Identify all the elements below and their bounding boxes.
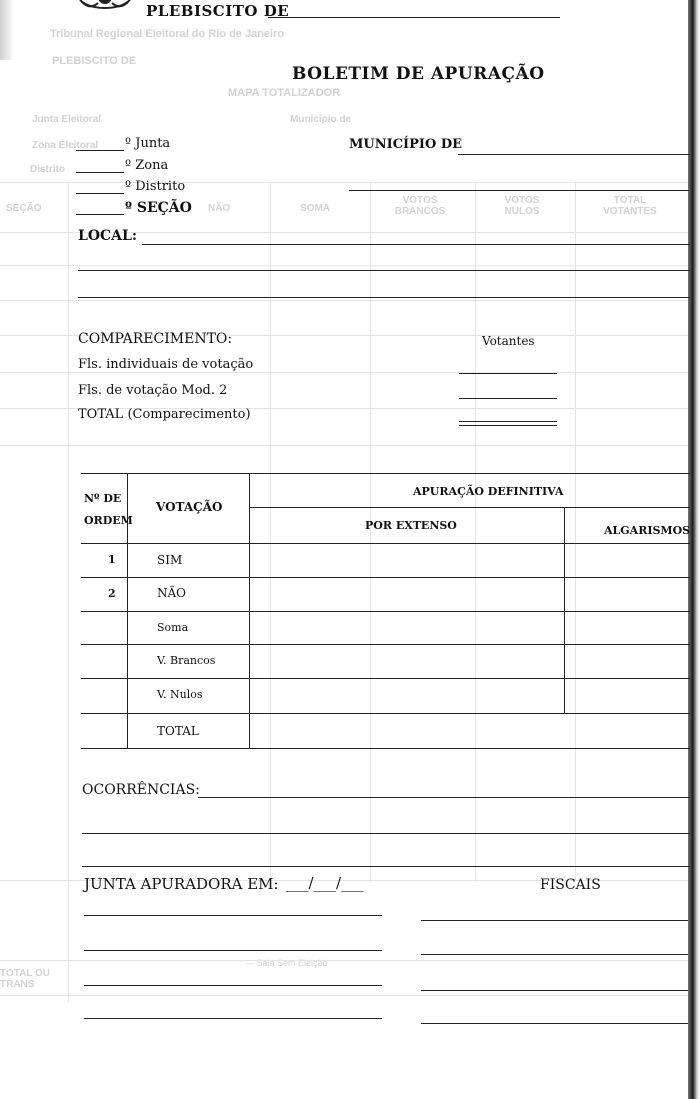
- nulos-algarismos-cell[interactable]: [567, 681, 687, 711]
- zona-label: º Zona: [125, 158, 169, 173]
- junta-signature-line-2[interactable]: [84, 950, 382, 951]
- row-votacao: Soma: [157, 621, 189, 634]
- ghost-plebiscito: PLEBISCITO DE: [52, 55, 137, 67]
- ghost-bottom: — Sala Sem Eleição: [245, 958, 328, 968]
- ocorrencias-field[interactable]: [198, 797, 690, 798]
- total-cell[interactable]: [252, 716, 687, 746]
- junta-signature-line-4[interactable]: [84, 1018, 382, 1019]
- fiscal-signature-line-4[interactable]: [421, 1023, 688, 1024]
- junta-apuradora-label: JUNTA APURADORA EM:: [84, 875, 279, 893]
- fiscal-signature-line-2[interactable]: [421, 954, 688, 955]
- row-votacao: SIM: [157, 553, 183, 567]
- total-comparecimento-field[interactable]: [459, 421, 557, 426]
- left-scan-shadow: [0, 0, 14, 60]
- ghost-distrito: Distrito: [30, 164, 65, 175]
- brancos-extenso-cell[interactable]: [252, 647, 562, 676]
- distrito-number-field[interactable]: [76, 193, 124, 194]
- zona-number-field[interactable]: [76, 172, 124, 173]
- nulos-extenso-cell[interactable]: [252, 681, 562, 711]
- row-votacao: V. Brancos: [157, 654, 216, 667]
- plebiscito-label: PLEBISCITO DE: [146, 2, 290, 20]
- comparecimento-row-individuais: Fls. individuais de votação: [78, 357, 254, 372]
- municipio-label: MUNICÍPIO DE: [349, 137, 463, 152]
- ghost-brancos: VOTOS BRANCOS: [394, 195, 446, 217]
- local-field[interactable]: [142, 244, 690, 245]
- comparecimento-row-mod2: Fls. de votação Mod. 2: [78, 383, 228, 398]
- fiscal-signature-line-1[interactable]: [421, 920, 688, 921]
- nao-extenso-cell[interactable]: [252, 580, 562, 609]
- sim-extenso-cell[interactable]: [252, 546, 562, 575]
- distrito-label: º Distrito: [125, 179, 186, 194]
- individuais-votantes-field[interactable]: [459, 373, 557, 374]
- form-title: BOLETIM DE APURAÇÃO: [292, 64, 545, 84]
- local-label: LOCAL:: [78, 228, 138, 244]
- right-page-edge: [688, 0, 700, 1099]
- secao-number-field[interactable]: [76, 214, 124, 215]
- ghost-zona: Zona Eleitoral: [32, 140, 99, 151]
- fiscal-signature-line-3[interactable]: [421, 990, 688, 991]
- votantes-label: Votantes: [482, 334, 535, 348]
- local-field-line-3[interactable]: [78, 297, 690, 298]
- fiscais-label: FISCAIS: [540, 877, 601, 893]
- col-header-algarismos: ALGARISMOS: [604, 524, 691, 537]
- ghost-nao: NÃO: [208, 203, 231, 214]
- ocorrencias-field-line-2[interactable]: [82, 833, 690, 834]
- row-ordem: 2: [108, 587, 116, 600]
- nao-algarismos-cell[interactable]: [567, 580, 687, 609]
- ghost-municipio: Município de: [290, 114, 352, 125]
- junta-apuradora-date-field[interactable]: ___/___/___: [286, 874, 364, 892]
- col-header-apuracao: APURAÇÃO DEFINITIVA: [413, 485, 564, 498]
- ghost-secao: SEÇÃO: [6, 203, 42, 214]
- mod2-votantes-field[interactable]: [459, 398, 557, 399]
- brancos-algarismos-cell[interactable]: [567, 647, 687, 676]
- secao-label: º SEÇÃO: [125, 200, 192, 216]
- plebiscito-field[interactable]: [268, 17, 560, 18]
- ghost-votantes: TOTAL VOTANTES: [603, 195, 657, 217]
- col-header-extenso: POR EXTENSO: [365, 519, 457, 532]
- soma-extenso-cell[interactable]: [252, 614, 562, 642]
- ghost-soma: SOMA: [300, 203, 330, 214]
- ghost-tribunal: Tribunal Regional Eleitoral do Rio de Janeiro: [50, 28, 285, 40]
- row-ordem: 1: [108, 553, 116, 566]
- comparecimento-heading: COMPARECIMENTO:: [78, 331, 233, 347]
- junta-label: º Junta: [125, 136, 171, 151]
- comparecimento-row-total: TOTAL (Comparecimento): [78, 407, 251, 422]
- row-votacao: NÃO: [157, 586, 187, 600]
- col-header-votacao: VOTAÇÃO: [156, 500, 223, 514]
- local-field-line-2[interactable]: [78, 270, 690, 271]
- col-header-ordem: Nº DE ORDEM: [84, 492, 133, 527]
- row-votacao: V. Nulos: [157, 688, 203, 701]
- ghost-mapa: MAPA TOTALIZADOR: [228, 87, 341, 99]
- ghost-junta: Junta Eleitoral: [32, 114, 101, 125]
- junta-signature-line-1[interactable]: [84, 915, 382, 916]
- junta-number-field[interactable]: [76, 150, 124, 151]
- ocorrencias-field-line-3[interactable]: [82, 866, 690, 867]
- ghost-nulos: VOTOS NULOS: [504, 195, 540, 217]
- soma-algarismos-cell[interactable]: [567, 614, 687, 642]
- municipio-field[interactable]: [458, 154, 690, 155]
- sim-algarismos-cell[interactable]: [567, 546, 687, 575]
- municipio-field-line-2[interactable]: [349, 190, 689, 191]
- ocorrencias-label: OCORRÊNCIAS:: [82, 782, 200, 798]
- row-votacao: TOTAL: [157, 724, 199, 738]
- coat-of-arms-emblem: [76, 0, 134, 16]
- ghost-total-trans: TOTAL OU TRANS: [0, 968, 50, 990]
- junta-signature-line-3[interactable]: [84, 985, 382, 986]
